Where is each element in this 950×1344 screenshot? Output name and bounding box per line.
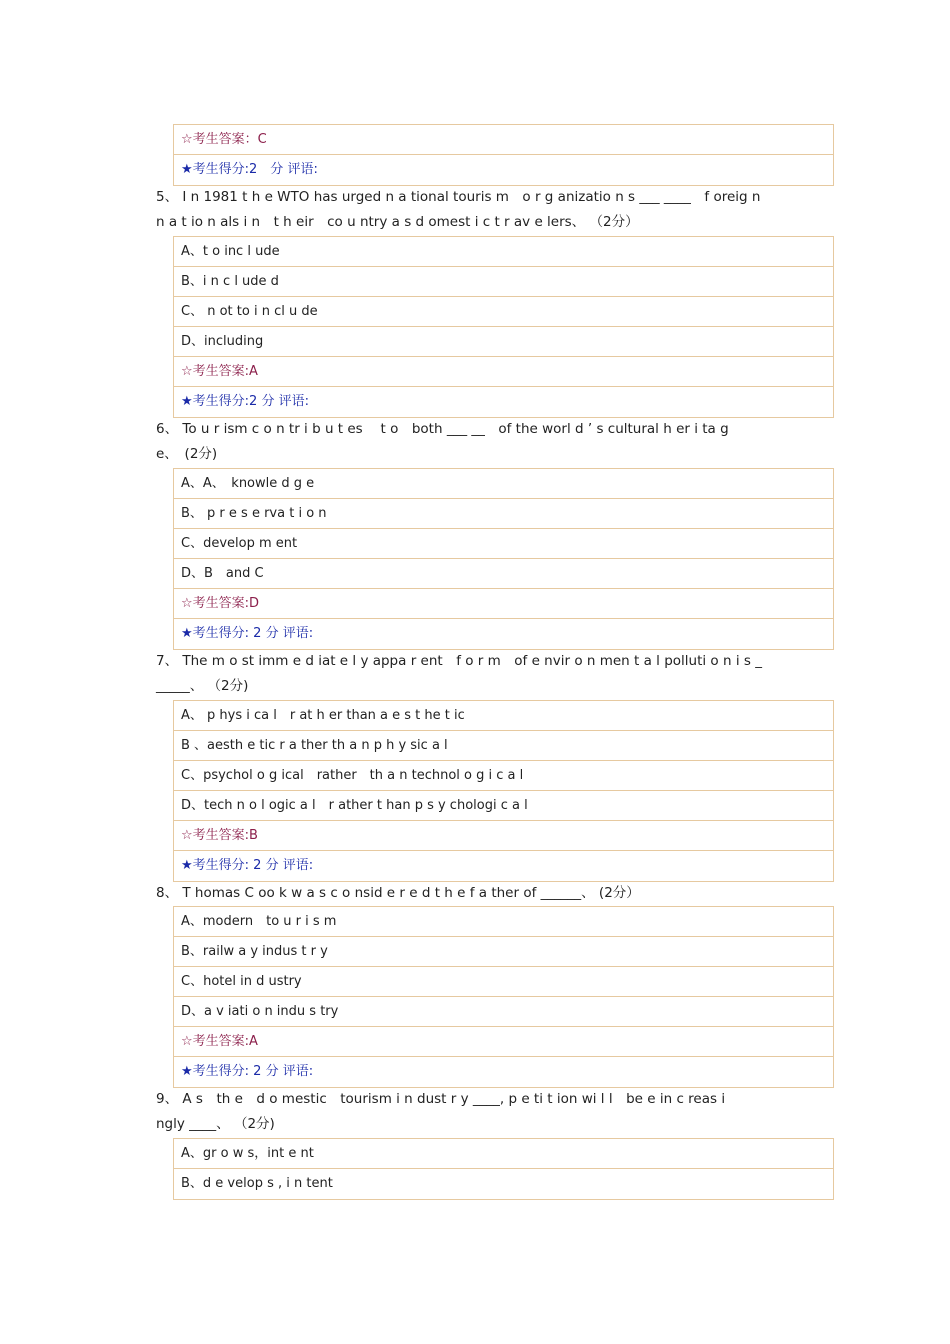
answer-line: ☆考生答案:A: [174, 357, 833, 387]
question-7-options: [173, 700, 834, 882]
option-a[interactable]: A、t o inc l ude: [174, 237, 833, 267]
question-9-stem: [156, 1087, 796, 1137]
option-c[interactable]: C、 n ot to i n cl u de: [174, 297, 833, 327]
question-stem-line: _____、 （2分): [156, 678, 249, 694]
question-stem-line: 5、 I n 1981 t h e WTO has urged n a tional touris m o r g anizatio n s ___ ____ f oreig n: [156, 189, 761, 205]
score-line: ★考生得分: 2 分 评语:: [181, 858, 314, 873]
option-c[interactable]: C、hotel in d ustry: [174, 967, 833, 997]
question-6-stem: [156, 417, 796, 467]
option-c[interactable]: C、psychol o g ical rather th a n technol o g i c a l: [174, 761, 833, 791]
answer-line: ☆考生答案：C: [174, 125, 833, 155]
question-7-stem: [156, 649, 796, 699]
option-a[interactable]: A、modern to u r i s m: [174, 907, 833, 937]
option-b[interactable]: B 、aesth e tic r a ther th a n p h y sic a l: [174, 731, 833, 761]
option-b[interactable]: B、d e velop s , i n tent: [181, 1176, 333, 1191]
question-stem-line: ngly ____、 （2分): [156, 1116, 275, 1132]
option-b[interactable]: B、 p r e s e rva t i o n: [174, 499, 833, 529]
question-8-options: [173, 906, 834, 1088]
question-8-stem: [156, 881, 796, 906]
previous-question-result: [173, 124, 834, 186]
option-a[interactable]: A、gr o w s，int e nt: [174, 1139, 833, 1169]
answer-line: ☆考生答案:D: [174, 589, 833, 619]
score-line: ★考生得分:2 分 评语:: [181, 394, 309, 409]
option-c[interactable]: C、develop m ent: [174, 529, 833, 559]
answer-line: ☆考生答案:A: [174, 1027, 833, 1057]
option-a[interactable]: A、A、 knowle d g e: [174, 469, 833, 499]
question-stem-line: 8、 T homas C oo k w a s c o nsid e r e d t h e f a ther of ______、 (2分）: [156, 885, 640, 901]
question-stem-line: 6、 To u r ism c o n tr i b u t es t o both ___ __ of the worl d ’ s cultural h er i ta g: [156, 421, 729, 437]
question-stem-line: e、 (2分): [156, 446, 218, 462]
question-6-options: [173, 468, 834, 650]
option-d[interactable]: D、tech n o l ogic a l r ather t han p s y chologi c a l: [174, 791, 833, 821]
question-5-options: [173, 236, 834, 418]
answer-line: ☆考生答案:B: [174, 821, 833, 851]
score-line: ★考生得分: 2 分 评语:: [181, 626, 314, 641]
question-5-stem: [156, 185, 796, 235]
question-9-options: [173, 1138, 834, 1200]
option-d[interactable]: D、B and C: [174, 559, 833, 589]
option-b[interactable]: B、i n c l ude d: [174, 267, 833, 297]
question-stem-line: n a t io n als i n t h eir co u ntry a s d omest i c t r av e lers、 （2分）: [156, 214, 639, 230]
score-line: ★考生得分:2 分 评语:: [181, 162, 318, 177]
option-d[interactable]: D、including: [174, 327, 833, 357]
option-d[interactable]: D、a v iati o n indu s try: [174, 997, 833, 1027]
option-b[interactable]: B、railw a y indus t r y: [174, 937, 833, 967]
option-a[interactable]: A、 p hys i ca l r at h er than a e s t he t ic: [174, 701, 833, 731]
score-line: ★考生得分: 2 分 评语:: [181, 1064, 314, 1079]
question-stem-line: 9、 A s th e d o mestic tourism i n dust r y ____, p e ti t ion wi l l be e in c reas i: [156, 1091, 726, 1107]
question-stem-line: 7、 The m o st imm e d iat e l y appa r ent f o r m of e nvir o n men t a l polluti o n i s _: [156, 653, 762, 669]
